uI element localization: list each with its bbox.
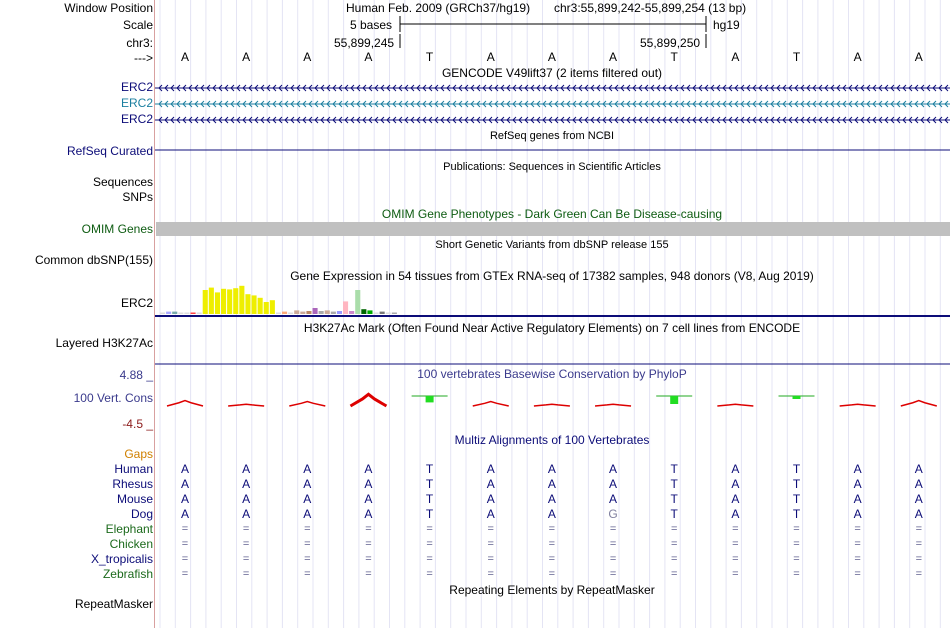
phylop-score-mark <box>595 404 631 406</box>
alignment-base: A <box>486 492 495 506</box>
alignment-base: = <box>304 538 311 550</box>
gtex-tissue-bar <box>355 290 360 314</box>
position-range: chr3:55,899,242-55,899,254 (13 bp) <box>554 1 747 15</box>
gencode-track[interactable] <box>155 80 950 128</box>
alignment-base: A <box>853 477 862 491</box>
alignment-base: A <box>242 492 251 506</box>
alignment-base: T <box>425 492 434 506</box>
alignment-base: = <box>793 553 800 565</box>
omim-track-title[interactable]: OMIM Gene Phenotypes - Dark Green Can Be Disease-causing <box>381 207 723 221</box>
gtex-tissue-bar <box>331 312 336 314</box>
gtex-tissue-bar <box>361 309 366 314</box>
gtex-tissue-bar <box>367 310 372 314</box>
alignment-base: = <box>732 553 739 565</box>
gtex-tissue-bar <box>276 313 281 315</box>
alignment-base: = <box>548 553 556 565</box>
alignment-base: = <box>487 538 494 550</box>
alignment-base: = <box>854 553 861 565</box>
alignment-base: = <box>915 568 923 580</box>
alignment-base: = <box>915 553 923 565</box>
phylop-score-mark <box>793 396 801 399</box>
alignment-base: = <box>487 523 494 535</box>
alignment-base: = <box>181 538 189 550</box>
species-label-x_tropicalis[interactable]: X_tropicalis <box>90 552 153 566</box>
sequence-base: A <box>914 50 923 64</box>
alignment-base: A <box>547 462 556 476</box>
alignment-base: = <box>487 568 494 580</box>
alignment-base: = <box>242 568 250 580</box>
gtex-tissue-bar <box>306 311 311 314</box>
gtex-tissue-bar <box>319 311 324 314</box>
species-label-dog[interactable]: Dog <box>130 507 153 521</box>
phylop-score-mark <box>167 401 203 406</box>
species-label-chicken[interactable]: Chicken <box>109 537 153 551</box>
sequence-base: A <box>180 50 189 64</box>
omim-genes-label[interactable]: OMIM Genes <box>81 222 153 236</box>
sequence-base: T <box>425 50 434 64</box>
gtex-tissue-bar <box>264 302 269 314</box>
coord-left: 55,899,245 <box>334 36 395 50</box>
gtex-tissue-bar <box>337 311 342 314</box>
alignment-base: A <box>303 462 312 476</box>
alignment-base: A <box>731 477 740 491</box>
alignment-base: = <box>854 538 861 550</box>
phylop-score-mark <box>840 404 876 406</box>
phylop-score-mark <box>426 396 434 402</box>
gtex-tissue-bar <box>349 311 354 314</box>
alignment-base: G <box>608 507 618 521</box>
alignment-base: A <box>853 492 862 506</box>
coord-ticks <box>395 34 715 50</box>
gtex-tissue-bar <box>270 300 275 314</box>
alignment-base: A <box>486 477 495 491</box>
scale-bases: 5 bases <box>350 18 393 32</box>
scale-label: Scale <box>122 18 153 32</box>
alignment-base: A <box>731 507 740 521</box>
alignment-base: A <box>486 507 495 521</box>
alignment-base: A <box>242 477 251 491</box>
multiz-track-title[interactable]: Multiz Alignments of 100 Vertebrates <box>454 433 650 447</box>
alignment-base: = <box>793 538 800 550</box>
alignment-base: A <box>180 507 189 521</box>
alignment-base: A <box>914 477 923 491</box>
sequence-base: T <box>670 50 678 64</box>
alignment-base: A <box>303 507 312 521</box>
alignment-base: = <box>793 523 800 535</box>
alignment-base: = <box>548 538 556 550</box>
publications-track-title[interactable]: Publications: Sequences in Scientific Articles <box>443 161 661 173</box>
gtex-tissue-bar <box>184 313 189 315</box>
alignment-base: = <box>426 553 433 565</box>
alignment-base: A <box>364 477 373 491</box>
alignment-base: A <box>547 477 556 491</box>
alignment-base: A <box>914 507 923 521</box>
chr-label: chr3: <box>126 36 153 50</box>
alignment-base: = <box>181 553 189 565</box>
alignment-base: = <box>365 523 372 535</box>
phylop-track-title[interactable]: 100 vertebrates Basewise Conservation by PhyloP <box>417 367 687 381</box>
alignment-base: = <box>609 523 617 535</box>
phylop-score-mark <box>717 404 753 406</box>
alignment-base: A <box>364 462 373 476</box>
phylop-conservation-chart[interactable] <box>155 380 950 420</box>
alignment-base: = <box>670 523 678 535</box>
publications-sequences-label[interactable]: Sequences <box>92 175 153 189</box>
alignment-base: = <box>426 538 433 550</box>
alignment-base: = <box>670 568 678 580</box>
gtex-tissue-bar <box>160 313 165 315</box>
phylop-score-mark <box>350 394 386 406</box>
gtex-tissue-bar <box>209 288 214 314</box>
phylop-max-label: 4.88 _ <box>119 368 153 382</box>
repeatmasker-label[interactable]: RepeatMasker <box>74 597 153 611</box>
coord-right: 55,899,250 <box>640 36 701 50</box>
sequence-base: A <box>731 50 740 64</box>
gtex-track-title[interactable]: Gene Expression in 54 tissues from GTEx RNA-seq of 17382 samples, 948 donors (V8, Aug 2019) <box>290 269 814 283</box>
gtex-tissue-bar <box>294 310 299 314</box>
alignment-base: = <box>365 568 372 580</box>
alignment-base: = <box>732 523 739 535</box>
alignment-base: T <box>792 477 801 491</box>
alignment-base: A <box>303 477 312 491</box>
alignment-base: = <box>854 568 861 580</box>
gtex-tissue-bar <box>203 290 208 314</box>
alignment-base: A <box>853 462 862 476</box>
alignment-base: = <box>426 523 433 535</box>
alignment-base: = <box>609 553 617 565</box>
alignment-base: A <box>914 462 923 476</box>
gtex-tissue-bar <box>172 312 177 314</box>
gtex-tissue-bar <box>386 313 391 315</box>
sequence-base: A <box>547 50 556 64</box>
alignment-base: A <box>547 492 556 506</box>
gencode-track-title[interactable]: GENCODE V49lift37 (2 items filtered out) <box>441 66 663 80</box>
scale-db: hg19 <box>713 18 740 32</box>
alignment-base: T <box>792 462 801 476</box>
omim-phenotype-bar[interactable] <box>156 222 950 236</box>
alignment-base: A <box>547 507 556 521</box>
refseq-curated-label[interactable]: RefSeq Curated <box>66 144 153 158</box>
alignment-base: A <box>180 462 189 476</box>
alignment-base: = <box>670 538 678 550</box>
alignment-base: = <box>304 523 311 535</box>
alignment-base: A <box>609 492 618 506</box>
gtex-tissue-bar <box>221 289 226 314</box>
alignment-base: = <box>181 568 189 580</box>
strand-arrow-label: ---> <box>134 51 153 65</box>
alignment-base: T <box>425 462 434 476</box>
gtex-tissue-bar <box>343 301 348 314</box>
alignment-base: = <box>854 523 861 535</box>
refseq-gene-line[interactable] <box>155 143 950 157</box>
sequence-base: A <box>242 50 251 64</box>
phylop-min-label: -4.5 _ <box>122 417 153 431</box>
alignment-base: T <box>670 492 678 506</box>
phylop-score-mark <box>670 396 678 404</box>
sequence-base: A <box>303 50 312 64</box>
alignment-base: = <box>732 538 739 550</box>
h3k27ac-track-title[interactable]: H3K27Ac Mark (Often Found Near Active Regulatory Elements) on 7 cell lines from ENCODE <box>303 321 801 335</box>
alignment-base: A <box>914 492 923 506</box>
dbsnp-track-title[interactable]: Short Genetic Variants from dbSNP release 155 <box>435 239 669 251</box>
phylop-score-mark <box>901 401 937 406</box>
sequence-base: T <box>792 50 801 64</box>
alignment-base: T <box>792 492 801 506</box>
species-label-zebrafish[interactable]: Zebrafish <box>102 567 153 581</box>
scale-bar <box>399 14 709 34</box>
gtex-tissue-bar <box>282 312 287 314</box>
assembly-title: Human Feb. 2009 (GRCh37/hg19) <box>346 1 531 15</box>
alignment-base: A <box>853 507 862 521</box>
alignment-base: = <box>915 538 923 550</box>
window-position-label: Window Position <box>64 1 153 15</box>
alignment-base: T <box>670 507 678 521</box>
alignment-base: T <box>670 462 678 476</box>
alignment-base: = <box>181 523 189 535</box>
gtex-tissue-bar <box>239 286 244 314</box>
alignment-base: = <box>609 538 617 550</box>
sequence-base: A <box>853 50 862 64</box>
gtex-tissue-bar <box>215 292 220 314</box>
alignment-base: = <box>609 568 617 580</box>
dbsnp-label[interactable]: Common dbSNP(155) <box>34 253 153 267</box>
gtex-tissue-bar <box>233 288 238 314</box>
gtex-tissue-bar <box>300 312 305 314</box>
alignment-base: A <box>609 462 618 476</box>
alignment-base: A <box>364 507 373 521</box>
gaps-label[interactable]: Gaps <box>124 447 153 461</box>
gtex-tissue-bar <box>197 313 202 315</box>
alignment-base: = <box>548 523 556 535</box>
refseq-track-title[interactable]: RefSeq genes from NCBI <box>489 130 615 142</box>
alignment-base: = <box>793 568 800 580</box>
species-label-human[interactable]: Human <box>114 462 153 476</box>
gtex-expression-chart[interactable] <box>155 284 950 320</box>
gtex-tissue-bar <box>191 313 196 315</box>
alignment-base: = <box>242 523 250 535</box>
phylop-score-mark <box>534 404 570 406</box>
gencode-gene-label-2[interactable]: ERC2 <box>120 96 153 110</box>
alignment-base: = <box>304 568 311 580</box>
species-label-rhesus[interactable]: Rhesus <box>112 477 153 491</box>
alignment-base: A <box>731 492 740 506</box>
alignment-base: = <box>915 523 923 535</box>
species-label-mouse[interactable]: Mouse <box>116 492 153 506</box>
phylop-score-mark <box>228 404 264 406</box>
gtex-tissue-bar <box>288 313 293 315</box>
alignment-base: = <box>426 568 433 580</box>
alignment-base: = <box>365 538 372 550</box>
phylop-score-mark <box>289 402 325 407</box>
gtex-tissue-bar <box>252 295 257 314</box>
alignment-base: A <box>242 462 251 476</box>
gtex-gene-label[interactable]: ERC2 <box>120 296 153 310</box>
repeatmasker-track-title[interactable]: Repeating Elements by RepeatMasker <box>449 583 655 597</box>
alignment-base: = <box>304 553 311 565</box>
alignment-base: A <box>303 492 312 506</box>
gencode-gene-label-3[interactable]: ERC2 <box>120 112 153 126</box>
alignment-base: T <box>425 477 434 491</box>
phylop-label[interactable]: 100 Vert. Cons <box>73 391 153 405</box>
gtex-tissue-bar <box>178 313 183 315</box>
alignment-base: = <box>732 568 739 580</box>
alignment-base: A <box>609 477 618 491</box>
alignment-base: = <box>548 568 556 580</box>
gtex-tissue-bar <box>380 312 385 314</box>
gtex-tissue-bar <box>313 308 318 314</box>
alignment-base: A <box>731 462 740 476</box>
sequence-base: A <box>609 50 618 64</box>
phylop-score-mark <box>473 402 509 407</box>
h3k27ac-label[interactable]: Layered H3K27Ac <box>55 336 153 350</box>
alignment-base: = <box>242 553 250 565</box>
alignment-base: A <box>242 507 251 521</box>
gtex-tissue-bar <box>166 312 171 314</box>
alignment-base: = <box>242 538 250 550</box>
gtex-tissue-bar <box>374 313 379 315</box>
alignment-base: T <box>670 477 678 491</box>
alignment-base: = <box>670 553 678 565</box>
publications-snps-label[interactable]: SNPs <box>122 190 153 204</box>
alignment-base: A <box>364 492 373 506</box>
sequence-base: A <box>486 50 495 64</box>
gtex-tissue-bar <box>227 289 232 314</box>
alignment-base: A <box>180 477 189 491</box>
alignment-base: T <box>425 507 434 521</box>
alignment-base: = <box>487 553 494 565</box>
gtex-tissue-bar <box>258 298 263 314</box>
gencode-gene-label-1[interactable]: ERC2 <box>120 80 153 94</box>
alignment-base: A <box>180 492 189 506</box>
species-label-elephant[interactable]: Elephant <box>105 522 153 536</box>
gtex-tissue-bar <box>245 294 250 314</box>
alignment-base: A <box>486 462 495 476</box>
gtex-tissue-bar <box>392 313 397 315</box>
alignment-base: = <box>365 553 372 565</box>
alignment-base: T <box>792 507 801 521</box>
gtex-tissue-bar <box>325 310 330 314</box>
sequence-base: A <box>364 50 373 64</box>
